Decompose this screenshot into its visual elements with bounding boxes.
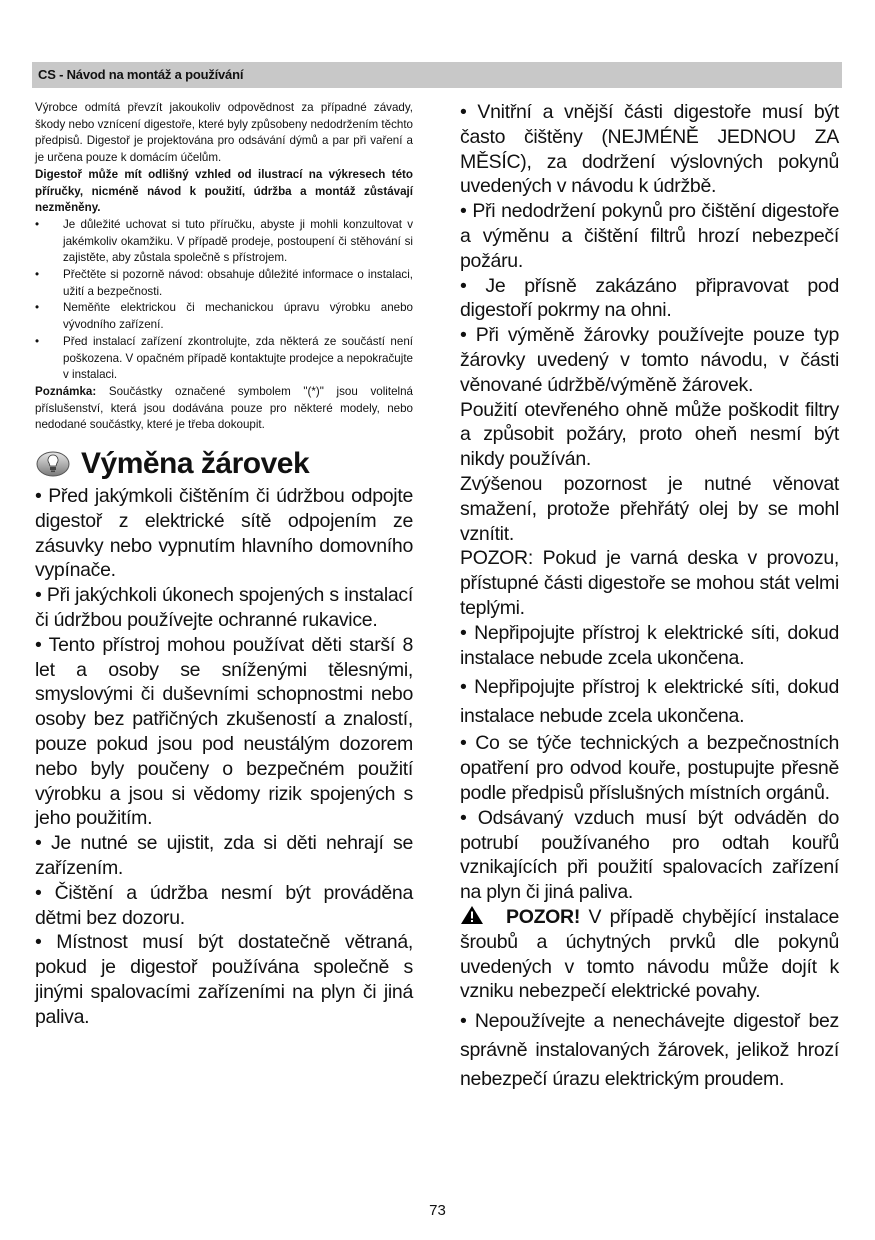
- list-item: [35, 217, 413, 267]
- list-item-text: Neměňte elektrickou či mechanickou úpravu výrobku anebo vývodního zařízení.: [63, 301, 413, 332]
- paragraph: • Při jakýchkoli úkonech spojených s instalací či údržbou používejte ochranné rukavice.: [35, 584, 413, 632]
- bullet: •: [35, 268, 40, 282]
- note-label: Poznámka:: [35, 384, 97, 398]
- bullet: •: [35, 217, 40, 231]
- warning-paragraph: [460, 905, 839, 1004]
- list-item-text: Před instalací zařízení zkontrolujte, zda některá ze součástí není poškozena. V opačném případě kontaktujte prodejce a nepokračujte v instalaci.: [63, 334, 413, 382]
- bullet: •: [35, 301, 40, 315]
- right-column: [460, 100, 839, 1094]
- paragraph: • Nepoužívejte a nenechávejte digestoř bez správně instalovaných žárovek, jelikož hrozí nebezpečí úrazu elektrickým proudem.: [460, 1010, 839, 1091]
- appearance-note: Digestoř může mít odlišný vzhled od ilustrací na výkresech této příručky, nicméně návod k použití, údržba a montáž zůstávají nezměněny.: [35, 167, 413, 215]
- paragraph: • Vnitřní a vnější části digestoře musí být často čištěny (NEJMÉNĚ JEDNOU ZA MĚSÍC), za dodržení výslovných pokynů uvedených v návodu k údržbě.: [460, 101, 839, 198]
- paragraph: • Co se týče technických a bezpečnostních opatření pro odvod kouře, postupujte přesně podle předpisů příslušných místních orgánů.: [460, 732, 839, 804]
- paragraph: • Tento přístroj mohou používat děti starší 8 let a osoby se sníženými tělesnými, smyslovými či duševními schopnostmi nebo osoby bez patřičných zkušeností a znalostí, pouze pokud jsou pod neustálým dozorem nebo byly poučeny o bezpečném použití výrobku a jsou si vědomy rizik spojených s jeho použitím.: [35, 633, 413, 830]
- accessories-note: [35, 384, 413, 434]
- note-text: Součástky označené symbolem "(*)" jsou volitelná příslušenství, která jsou dodávána pouze pro některé modely, nebo nedodané součástky, které je třeba dokoupit.: [35, 384, 413, 432]
- list-item: [35, 300, 413, 333]
- warning-label: POZOR!: [506, 905, 581, 928]
- paragraph: • Odsávaný vzduch musí být odváděn do potrubí používaného pro odtah kouřů vznikajících při použití spalovacích zařízení na plyn či jiná paliva.: [460, 806, 839, 904]
- section-heading: [35, 444, 413, 484]
- section-title: Výměna žárovek: [81, 447, 310, 481]
- header-bar: [32, 62, 842, 88]
- paragraph: POZOR: Pokud je varná deska v provozu, přístupné části digestoře se mohou stát velmi teplými.: [460, 547, 839, 619]
- list-item-text: Přečtěte si pozorně návod: obsahuje důležité informace o instalaci, užití a bezpečnosti.: [63, 268, 413, 298]
- paragraph: • Místnost musí být dostatečně větraná, pokud je digestoř používána společně s jinými spalovacími zařízeními na plyn či jiná paliva.: [35, 931, 413, 1028]
- bullet: •: [35, 334, 40, 348]
- paragraph: • Čištění a údržba nesmí být prováděna dětmi bez dozoru.: [35, 881, 413, 929]
- paragraph: • Při nedodržení pokynů pro čištění digestoře a výměnu a čištění filtrů hrozí nebezpečí požáru.: [460, 200, 839, 272]
- instruction-list: [35, 217, 413, 384]
- left-column: [35, 100, 413, 1030]
- paragraph: Použití otevřeného ohně může poškodit filtry a způsobit požáry, proto oheň nesmí být nikdy používán.: [460, 398, 839, 471]
- paragraph: Zvýšenou pozornost je nutné věnovat smažení, protože přehřátý olej by se mohl vznítit.: [460, 472, 839, 545]
- intro-paragraph: Výrobce odmítá převzít jakoukoliv odpovědnost za případné závady, škody nebo vznícení digestoře, které byly způsobeny nedodržením těchto předpisů. Digestoř je projektována pro odsávání dýmů a par při vaření a je určena pouze k domácím účelům.: [35, 101, 413, 165]
- paragraph: • Je přísně zakázáno připravovat pod digestoří pokrmy na ohni.: [460, 274, 839, 322]
- page-number: 73: [429, 1202, 446, 1219]
- list-item: [35, 267, 413, 300]
- list-item: [35, 334, 413, 384]
- paragraph: • Před jakýmkoli čištěním či údržbou odpojte digestoř z elektrické sítě odpojením ze zásuvky nebo vypnutím hlavního domovního vypínače.: [35, 485, 413, 582]
- paragraph: • Při výměně žárovky používejte pouze typ žárovky uvedený v tomto návodu, v části věnované údržbě/výměně žárovek.: [460, 324, 839, 396]
- paragraph: • Je nutné se ujistit, zda si děti nehrají se zařízením.: [35, 832, 413, 880]
- warning-triangle-icon: [460, 905, 484, 925]
- header-title: CS - Návod na montáž a používání: [38, 67, 244, 82]
- lightbulb-icon: [35, 450, 71, 478]
- paragraph: • Nepřipojujte přístroj k elektrické síti, dokud instalace nebude zcela ukončena.: [460, 676, 839, 728]
- list-item-text: Je důležité uchovat si tuto příručku, abyste ji mohli konzultovat v jakémkoliv okamžiku. V případě prodeje, postoupení či stěhování si zajistěte, aby zůstala společně s přístrojem.: [63, 217, 413, 265]
- warning-text: V případě chybějící instalace šroubů a úchytných prvků dle pokynů uvedených v tomto návodu může dojít k vzniku nebezpečí elektrické povahy.: [460, 905, 839, 1003]
- paragraph: • Nepřipojujte přístroj k elektrické síti, dokud instalace nebude zcela ukončena.: [460, 621, 839, 669]
